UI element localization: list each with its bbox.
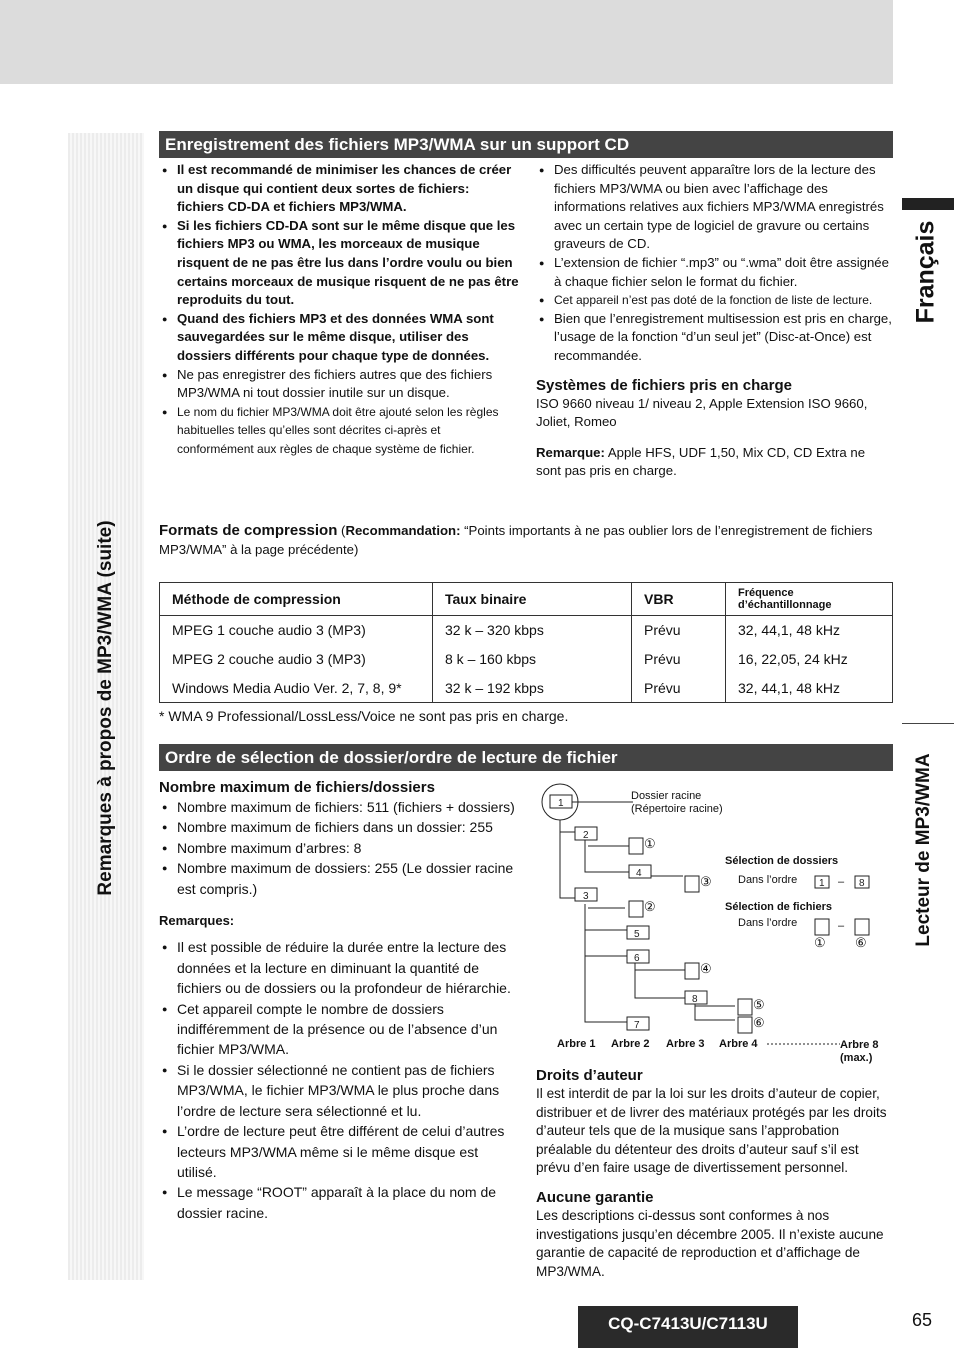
max-heading: Nombre maximum de fichiers/dossiers [159, 779, 435, 796]
tree-label: Arbre 2 [611, 1038, 650, 1050]
warranty-text: Les descriptions ci-dessus sont conformes à nos investigations jusqu’en décembre 2005. Il n’existe aucune garantie de capacité de reproduction et d’affichage de MP3/WMA. [536, 1207, 884, 1279]
list-item: ● Nombre maximum de fichiers dans un dossier: 255 [159, 817, 519, 837]
folder-number: 7 [634, 1020, 640, 1031]
branch-f7 [585, 956, 627, 1022]
fs-heading: Systèmes de fichiers pris en charge [536, 376, 792, 394]
folder-selection-label: Sélection de dossiers [725, 855, 839, 867]
list-item: ● Bien que l’enregistrement multisession est pris en charge, l’usage de la fonction “d’un seul jet” (Disc-at-Once) est recommandée. [536, 310, 892, 366]
remark-text: Apple HFS, UDF 1,50, Mix CD, CD Extra ne sont pas pris en charge. [536, 444, 866, 479]
tree-label: Arbre 4 [719, 1038, 758, 1050]
table-header-row [160, 583, 893, 616]
col-frequency: Fréquence d’échantillonnage [726, 583, 893, 616]
folder-number: 1 [819, 878, 825, 889]
warranty-heading: Aucune garantie [536, 1188, 654, 1206]
recording-left-list [159, 161, 519, 459]
rec-label: Recommandation: [345, 523, 461, 538]
music-file-icon [738, 1017, 752, 1033]
table-cell: 32 k – 320 kbps [433, 616, 632, 645]
file-order-label: Dans l’ordre [738, 917, 798, 929]
list-item: ● L’extension de fichier “.mp3” ou “.wma” doit être assignée à chaque fichier selon le format du fichier. [536, 254, 892, 291]
music-file-icon [629, 901, 643, 917]
file-mark: ① [814, 935, 826, 950]
table-cell: 32, 44,1, 48 kHz [726, 674, 893, 703]
list-item: ● Il est recommandé de minimiser les chances de créer un disque qui contient deux sortes de fichiers: fichiers CD-DA et fichiers MP3/WMA. [159, 161, 519, 217]
list-item: ● Quand des fichiers MP3 et des données WMA sont sauvegardées sur le même disque, utiliser des dossiers différents pour chaque type de données. [159, 310, 519, 366]
folder-number: 8 [692, 994, 698, 1005]
list-item: ● L’ordre de lecture peut être différent de celui d’autres lecteurs MP3/WMA même si le même disque est utilisé. [159, 1121, 519, 1182]
page-number: 65 [912, 1310, 933, 1330]
table-row [160, 645, 893, 674]
music-file-icon [855, 919, 869, 935]
table-cell: MPEG 2 couche audio 3 (MP3) [160, 645, 433, 674]
file-mark: ⑥ [753, 1015, 765, 1030]
header-band [0, 0, 893, 84]
table-cell: 32 k – 192 kbps [433, 674, 632, 703]
table-cell: Prévu [632, 616, 726, 645]
remarks-list [159, 937, 519, 1223]
folder-order-dash: – [838, 876, 845, 888]
list-item: ● Des difficultés peuvent apparaître lors de la lecture des fichiers MP3/WMA ou bien avec l’affichage des informations relatives aux fichiers MP3/WMA enregistrés avec un certain type de logiciel de gravure ou certains graveurs de CD. [536, 161, 892, 254]
copyright-text: Il est interdit de par la loi sur les droits d’auteur de copier, distribuer et de livrer des matériaux protégés par les droits d’auteur tels que de la musique sans l’approbation préalable du détenteur des droits d’auteur sauf s’il est prévu d’en faire usage de divertissement personnel. [536, 1086, 887, 1176]
recording-left-column [159, 161, 519, 459]
language-tab-bar [902, 198, 954, 210]
list-item: ● Nombre maximum de dossiers: 255 (Le dossier racine est compris.) [159, 858, 519, 899]
tree-label: Arbre 3 [666, 1038, 705, 1050]
language-tab: Français [911, 220, 940, 324]
col-vbr: VBR [632, 583, 726, 616]
list-item: ● Cet appareil compte le nombre de dossiers indifféremment de la présence ou de l’absence d’un fichier MP3/WMA. [159, 999, 519, 1060]
folder-number: 3 [583, 891, 589, 902]
table-cell: MPEG 1 couche audio 3 (MP3) [160, 616, 433, 645]
order-left-column [159, 778, 519, 1223]
list-item: ● Il est possible de réduire la durée entre la lecture des données et la lecture en diminuant la quantité de fichiers ou de dossiers ou la profondeur de hiérarchie. [159, 937, 519, 998]
file-mark: ⑥ [855, 935, 867, 950]
folder-number: 8 [859, 878, 865, 889]
list-item: ● Le nom du fichier MP3/WMA doit être ajouté selon les règles habituelles telles qu’elles sont décrites ci-après et conformément aux règles de chaque système de fichier. [159, 403, 519, 459]
col-method: Méthode de compression [160, 583, 433, 616]
file-mark: ② [644, 899, 656, 914]
formats-intro [159, 522, 893, 559]
model-number: CQ-C7413U/C7113U [578, 1306, 798, 1348]
list-item: ● Nombre maximum de fichiers: 511 (fichiers + dossiers) [159, 797, 519, 817]
compression-table [159, 582, 893, 703]
chapter-divider [902, 723, 954, 724]
max-list [159, 797, 519, 899]
tree-label: Arbre 8 [840, 1039, 879, 1051]
music-file-icon [685, 876, 699, 892]
music-file-icon [629, 838, 643, 854]
folder-number: 2 [583, 830, 589, 841]
folder-number: 1 [558, 798, 564, 809]
table-cell: Prévu [632, 674, 726, 703]
root-sublabel: (Répertoire racine) [631, 803, 723, 815]
list-item: ● Cet appareil n’est pas doté de la fonction de liste de lecture. [536, 291, 892, 310]
list-item: ● Le message “ROOT” apparaît à la place du nom de dossier racine. [159, 1182, 519, 1223]
tree-label-max: (max.) [840, 1052, 873, 1064]
chapter-tab: Lecteur de MP3/WMA [913, 753, 934, 947]
recording-right-column [536, 161, 892, 481]
fs-remark [536, 444, 892, 481]
remark-label: Remarque: [536, 444, 605, 460]
col-bitrate: Taux binaire [433, 583, 632, 616]
file-order-dash: – [838, 920, 845, 932]
branch-f4 [585, 838, 630, 872]
formats-paren: ( [337, 523, 346, 538]
fs-text: ISO 9660 niveau 1/ niveau 2, Apple Extension ISO 9660, Joliet, Romeo [536, 395, 868, 430]
copyright-heading: Droits d’auteur [536, 1067, 643, 1084]
branch-f8files [695, 1002, 735, 1020]
remarks-heading: Remarques: [159, 913, 235, 929]
section-title-order: Ordre de sélection de dossier/ordre de lecture de fichier [159, 744, 893, 771]
branch-f8 [635, 962, 687, 998]
folder-tree-diagram [535, 780, 895, 1070]
music-file-icon [685, 963, 699, 979]
list-item: ● Nombre maximum d’arbres: 8 [159, 838, 519, 858]
folder-number: 6 [634, 953, 640, 964]
recording-right-list [536, 161, 892, 366]
root-label: Dossier racine [631, 790, 702, 802]
order-right-column [536, 1066, 894, 1281]
side-title: Remarques à propos de MP3/WMA (suite) [95, 520, 116, 896]
music-file-icon [738, 999, 752, 1015]
table-row [160, 616, 893, 645]
table-row [160, 674, 893, 703]
table-cell: Windows Media Audio Ver. 2, 7, 8, 9* [160, 674, 433, 703]
list-item: ● Si le dossier sélectionné ne contient pas de fichiers MP3/WMA, le fichier MP3/WMA le plus proche dans l’ordre de lecture sera sélectionné et lu. [159, 1060, 519, 1121]
table-cell: 16, 22,05, 24 kHz [726, 645, 893, 674]
section-title-recording: Enregistrement des fichiers MP3/WMA sur un support CD [159, 131, 893, 158]
table-cell: 8 k – 160 kbps [433, 645, 632, 674]
table-cell: Prévu [632, 645, 726, 674]
formats-heading: Formats de compression [159, 522, 338, 539]
list-item: ● Ne pas enregistrer des fichiers autres que des fichiers MP3/WMA ni tout dossier inutile sur un disque. [159, 366, 519, 403]
table-footnote: * WMA 9 Professional/LossLess/Voice ne sont pas pris en charge. [159, 708, 569, 724]
file-mark: ① [644, 836, 656, 851]
tree-label: Arbre 1 [557, 1038, 596, 1050]
table-cell: 32, 44,1, 48 kHz [726, 616, 893, 645]
folder-number: 4 [636, 868, 642, 879]
rec-text: “Points importants à ne pas oublier lors de l’enregistrement de fichiers MP3/WMA” à la page précédente) [159, 523, 873, 557]
file-mark: ④ [700, 961, 712, 976]
folder-order-label: Dans l’ordre [738, 874, 798, 886]
music-file-icon [815, 919, 829, 935]
file-mark: ⑤ [753, 997, 765, 1012]
folder-number: 5 [634, 929, 640, 940]
file-selection-label: Sélection de fichiers [725, 901, 832, 913]
file-mark: ③ [700, 874, 712, 889]
list-item: ● Si les fichiers CD-DA sont sur le même disque que les fichiers MP3 ou WMA, les morceaux de musique risquent de ne pas être lus dans l’ordre voulu ou bien certains morceaux de musique risquent de ne pas être reproduits du tout. [159, 217, 519, 310]
